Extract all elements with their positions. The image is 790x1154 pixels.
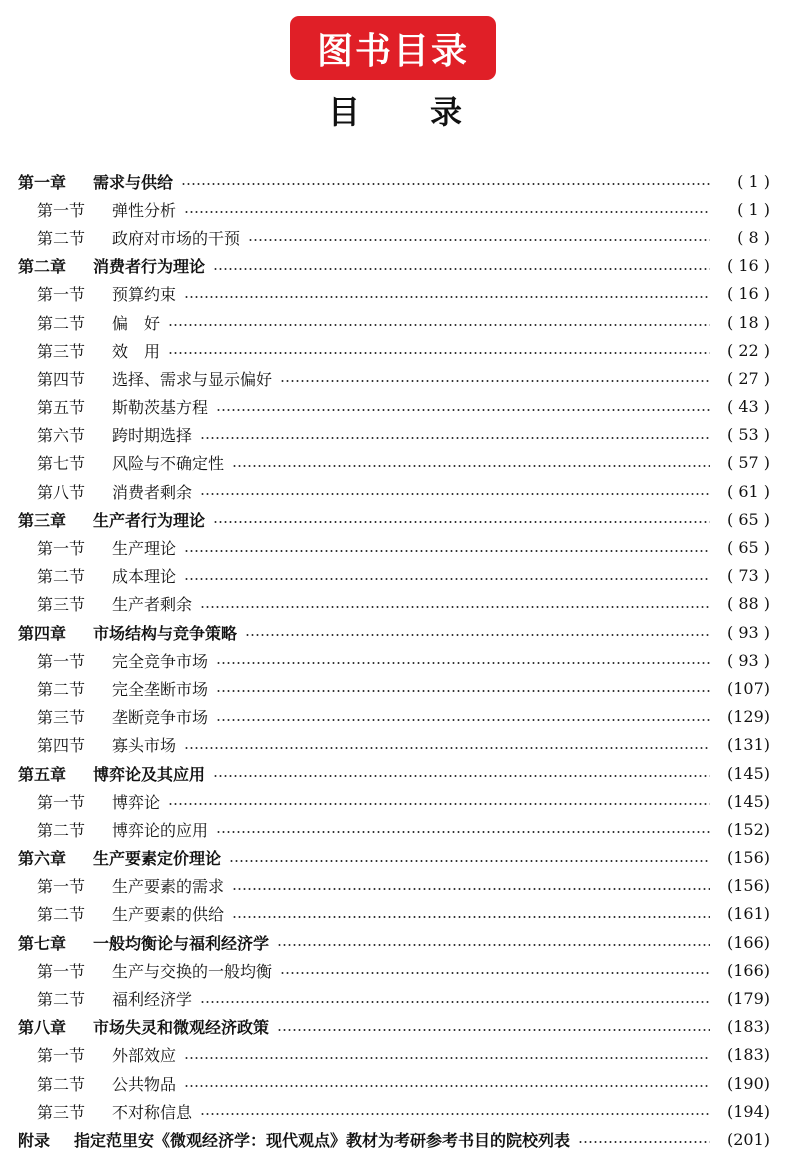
toc-entry-number: 第一章	[18, 172, 67, 192]
toc-entry-number: 第三节	[37, 595, 86, 615]
toc-entry-number: 第三节	[37, 708, 86, 728]
toc-section-row[interactable]	[18, 815, 770, 843]
toc-leader-dots	[277, 1029, 710, 1031]
toc-entry-page: ( 1 )	[737, 199, 770, 219]
toc-entry-number: 第三节	[37, 1102, 86, 1122]
toc-leader-dots	[200, 493, 710, 495]
toc-leader-dots	[213, 268, 710, 270]
toc-leader-dots	[216, 409, 710, 411]
toc-leader-dots	[200, 1001, 710, 1003]
toc-leader-dots	[216, 831, 710, 833]
toc-leader-dots	[245, 634, 710, 636]
toc-entry-number: 第六章	[18, 849, 67, 869]
toc-entry-page: (145)	[726, 791, 770, 811]
toc-section-row[interactable]	[18, 1069, 770, 1097]
toc-entry-number: 第四节	[37, 736, 86, 756]
toc-entry-page: (107)	[726, 678, 770, 698]
toc-entry-page: (145)	[726, 763, 770, 783]
toc-section-row[interactable]	[18, 703, 770, 731]
toc-entry-title: 指定范里安《微观经济学：现代观点》教材为考研参考书目的院校列表	[74, 1130, 571, 1150]
toc-entry-number: 第二节	[37, 990, 86, 1010]
toc-section-row[interactable]	[18, 308, 770, 336]
toc-entry-title: 偏 好	[112, 313, 161, 333]
toc-section-row[interactable]	[18, 562, 770, 590]
toc-entry-page: ( 18 )	[726, 312, 770, 332]
toc-section-row[interactable]	[18, 393, 770, 421]
toc-entry-number: 第一节	[37, 961, 86, 981]
toc-section-row[interactable]	[18, 449, 770, 477]
toc-section-row[interactable]	[18, 787, 770, 815]
toc-leader-dots	[232, 916, 710, 918]
toc-entry-number: 第四章	[18, 623, 67, 643]
toc-entry-title: 选择、需求与显示偏好	[112, 369, 273, 389]
toc-entry-title: 政府对市场的干预	[112, 228, 241, 248]
toc-entry-title: 生产者剩余	[112, 595, 193, 615]
toc-entry-number: 第七节	[37, 454, 86, 474]
toc-entry-page: (156)	[726, 876, 770, 896]
toc-entry-title: 生产与交换的一般均衡	[112, 961, 273, 981]
heading-right-char: 录	[430, 93, 463, 131]
toc-entry-title: 预算约束	[112, 285, 177, 305]
toc-entry-title: 博弈论的应用	[112, 820, 209, 840]
toc-leader-dots	[168, 324, 710, 326]
toc-entry-title: 博弈论及其应用	[93, 764, 206, 784]
toc-entry-page: ( 65 )	[726, 509, 770, 529]
toc-entry-title: 效 用	[112, 341, 161, 361]
toc-entry-page: (183)	[726, 1017, 770, 1037]
toc-entry-number: 第二节	[37, 905, 86, 925]
toc-leader-dots	[184, 296, 710, 298]
toc-entry-number: 附录	[18, 1130, 51, 1150]
toc-section-row[interactable]	[18, 731, 770, 759]
toc-leader-dots	[184, 747, 710, 749]
toc-chapter-row[interactable]	[18, 252, 770, 280]
toc-section-row[interactable]	[18, 280, 770, 308]
toc-leader-dots	[184, 1057, 710, 1059]
toc-chapter-row[interactable]	[18, 928, 770, 956]
toc-section-row[interactable]	[18, 421, 770, 449]
toc-entry-number: 第一节	[37, 792, 86, 812]
toc-entry-number: 第七章	[18, 933, 67, 953]
toc-entry-number: 第二节	[37, 820, 86, 840]
heading-left-char: 目	[327, 93, 360, 131]
toc-entry-page: (183)	[726, 1045, 770, 1065]
toc-section-row[interactable]	[18, 533, 770, 561]
toc-leader-dots	[280, 972, 710, 974]
toc-entry-title: 生产要素的需求	[112, 877, 225, 897]
toc-entry-number: 第一节	[37, 200, 86, 220]
toc-entry-title: 消费者行为理论	[93, 257, 206, 277]
toc-leader-dots	[200, 437, 710, 439]
toc-section-row[interactable]	[18, 1097, 770, 1125]
toc-section-row[interactable]	[18, 674, 770, 702]
toc-leader-dots	[184, 550, 710, 552]
toc-entry-page: ( 93 )	[726, 622, 770, 642]
toc-section-row[interactable]	[18, 195, 770, 223]
toc-entry-number: 第一节	[37, 1046, 86, 1066]
toc-entry-number: 第一节	[37, 285, 86, 305]
toc-leader-dots	[200, 606, 710, 608]
toc-appendix-row[interactable]	[18, 1125, 770, 1153]
toc-entry-number: 第二节	[37, 228, 86, 248]
toc-section-row[interactable]	[18, 223, 770, 251]
toc-leader-dots	[213, 521, 710, 523]
toc-entry-number: 第二节	[37, 679, 86, 699]
toc-entry-page: (201)	[726, 1129, 770, 1149]
toc-entry-title: 博弈论	[112, 792, 161, 812]
banner-label: 图书目录	[316, 30, 469, 72]
toc-entry-title: 跨时期选择	[112, 426, 193, 446]
toc-entry-page: ( 1 )	[737, 171, 770, 191]
toc-entry-title: 市场失灵和微观经济政策	[93, 1018, 270, 1038]
toc-entry-page: ( 8 )	[737, 227, 770, 247]
toc-section-row[interactable]	[18, 872, 770, 900]
toc-entry-number: 第三章	[18, 510, 67, 530]
toc-leader-dots	[229, 860, 710, 862]
toc-chapter-row[interactable]	[18, 1013, 770, 1041]
toc-section-row[interactable]	[18, 364, 770, 392]
toc-entry-title: 外部效应	[112, 1046, 177, 1066]
toc-section-row[interactable]	[18, 646, 770, 674]
toc-section-row[interactable]	[18, 984, 770, 1012]
toc-leader-dots	[277, 944, 710, 946]
toc-leader-dots	[213, 775, 710, 777]
toc-entry-title: 需求与供给	[93, 172, 174, 192]
toc-entry-number: 第五章	[18, 764, 67, 784]
toc-entry-number: 第二章	[18, 257, 67, 277]
toc-chapter-row[interactable]	[18, 759, 770, 787]
toc-entry-page: ( 43 )	[726, 397, 770, 417]
toc-entry-page: (161)	[726, 904, 770, 924]
toc-entry-page: ( 53 )	[726, 425, 770, 445]
toc-entry-title: 风险与不确定性	[112, 454, 225, 474]
toc-entry-number: 第八章	[18, 1018, 67, 1038]
toc-leader-dots	[216, 690, 710, 692]
toc-entry-title: 一般均衡论与福利经济学	[93, 933, 270, 953]
toc-entry-page: (194)	[726, 1101, 770, 1121]
toc-entry-page: ( 65 )	[726, 538, 770, 558]
toc-entry-number: 第二节	[37, 1074, 86, 1094]
toc-entry-title: 福利经济学	[112, 990, 193, 1010]
toc-entry-page: (129)	[726, 707, 770, 727]
toc-entry-page: ( 16 )	[726, 256, 770, 276]
toc-section-row[interactable]	[18, 477, 770, 505]
toc-chapter-row[interactable]	[18, 505, 770, 533]
toc-entry-number: 第一节	[37, 651, 86, 671]
toc-entry-number: 第一节	[37, 539, 86, 559]
toc-chapter-row[interactable]	[18, 618, 770, 646]
toc-entry-page: ( 61 )	[726, 481, 770, 501]
toc-section-row[interactable]	[18, 336, 770, 364]
toc-leader-dots	[181, 183, 710, 185]
toc-leader-dots	[578, 1141, 710, 1143]
toc-entry-page: (179)	[726, 989, 770, 1009]
toc-entry-number: 第二节	[37, 313, 86, 333]
toc-leader-dots	[248, 239, 710, 241]
toc-leader-dots	[216, 662, 710, 664]
toc-entry-title: 弹性分析	[112, 200, 177, 220]
table-of-contents	[18, 167, 770, 1154]
toc-entry-title: 市场结构与竞争策略	[93, 623, 238, 643]
toc-section-row[interactable]	[18, 590, 770, 618]
toc-entry-title: 斯勒茨基方程	[112, 398, 209, 418]
toc-leader-dots	[184, 211, 710, 213]
toc-entry-page: (131)	[726, 735, 770, 755]
toc-entry-page: ( 22 )	[726, 340, 770, 360]
toc-entry-title: 完全竞争市场	[112, 651, 209, 671]
toc-leader-dots	[184, 578, 710, 580]
toc-chapter-row[interactable]	[18, 167, 770, 195]
toc-entry-title: 不对称信息	[112, 1102, 193, 1122]
catalog-banner	[290, 16, 496, 80]
toc-entry-number: 第八节	[37, 482, 86, 502]
toc-entry-title: 生产要素的供给	[112, 905, 225, 925]
toc-leader-dots	[184, 1085, 710, 1087]
toc-entry-page: ( 16 )	[726, 284, 770, 304]
toc-entry-number: 第一节	[37, 877, 86, 897]
toc-entry-title: 垄断竞争市场	[112, 708, 209, 728]
toc-leader-dots	[232, 888, 710, 890]
toc-entry-title: 完全垄断市场	[112, 679, 209, 699]
toc-entry-title: 成本理论	[112, 567, 177, 587]
toc-entry-title: 寡头市场	[112, 736, 177, 756]
toc-leader-dots	[168, 352, 710, 354]
toc-leader-dots	[280, 380, 710, 382]
toc-section-row[interactable]	[18, 900, 770, 928]
toc-entry-page: (152)	[726, 819, 770, 839]
toc-entry-title: 生产要素定价理论	[93, 849, 222, 869]
toc-entry-number: 第四节	[37, 369, 86, 389]
toc-leader-dots	[232, 465, 710, 467]
toc-entry-page: ( 57 )	[726, 453, 770, 473]
toc-entry-page: ( 93 )	[726, 650, 770, 670]
toc-entry-number: 第五节	[37, 398, 86, 418]
toc-entry-number: 第三节	[37, 341, 86, 361]
toc-entry-title: 公共物品	[112, 1074, 177, 1094]
toc-entry-page: ( 88 )	[726, 594, 770, 614]
toc-entry-page: (166)	[726, 932, 770, 952]
toc-entry-title: 生产理论	[112, 539, 177, 559]
toc-entry-title: 消费者剩余	[112, 482, 193, 502]
toc-entry-page: ( 27 )	[726, 368, 770, 388]
toc-chapter-row[interactable]	[18, 844, 770, 872]
toc-entry-number: 第二节	[37, 567, 86, 587]
toc-entry-page: (190)	[726, 1073, 770, 1093]
toc-entry-page: (166)	[726, 960, 770, 980]
toc-leader-dots	[168, 803, 710, 805]
toc-section-row[interactable]	[18, 1041, 770, 1069]
toc-leader-dots	[216, 719, 710, 721]
toc-entry-page: ( 73 )	[726, 566, 770, 586]
toc-entry-title: 生产者行为理论	[93, 510, 206, 530]
toc-leader-dots	[200, 1113, 710, 1115]
page-heading	[0, 92, 790, 132]
toc-entry-number: 第六节	[37, 426, 86, 446]
toc-entry-page: (156)	[726, 848, 770, 868]
toc-section-row[interactable]	[18, 956, 770, 984]
